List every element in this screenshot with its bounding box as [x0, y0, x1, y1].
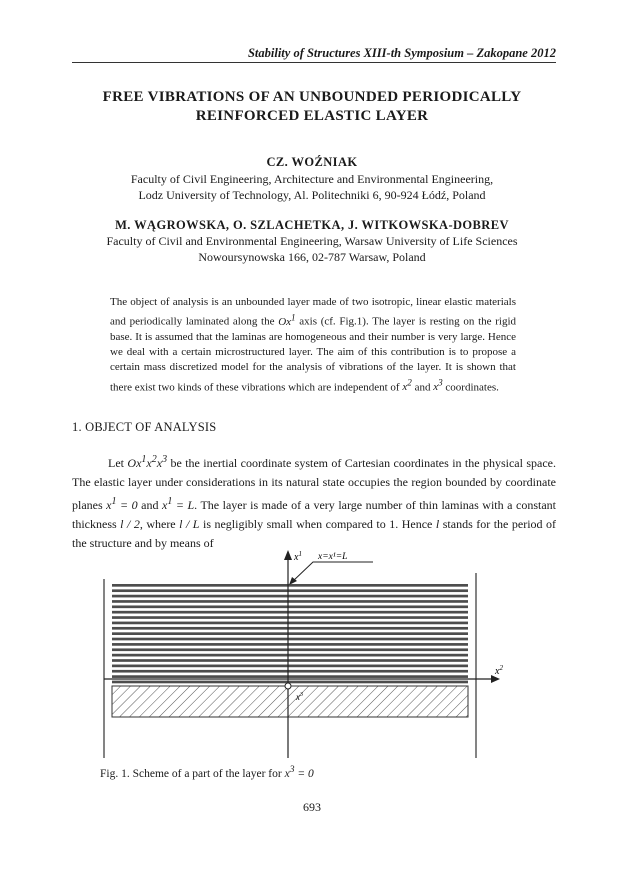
abstract [110, 295, 516, 396]
x1-axis-arrow [284, 550, 292, 560]
lamina-stripe [112, 654, 468, 657]
laminas-stack [112, 584, 468, 683]
lamina-stripe [112, 622, 468, 625]
lamina-stripe [112, 605, 468, 608]
rigid-base-hatch [112, 686, 468, 717]
lamina-stripe [112, 648, 468, 651]
lamina-stripe [112, 665, 468, 668]
lamina-stripe [112, 616, 468, 619]
math-Ox1: Ox$^1$ [278, 312, 296, 328]
lamina-stripe [112, 659, 468, 662]
title-line-2: REINFORCED ELASTIC LAYER [195, 108, 429, 124]
x3-axis-label: $x^3$ [296, 692, 303, 702]
lamina-stripe [112, 643, 468, 646]
paper-title [60, 88, 564, 126]
affiliation-2 [60, 234, 564, 265]
math-l-over-L: l / L [179, 517, 200, 531]
abstract-text-3: and [414, 381, 431, 394]
figure-caption [100, 764, 314, 780]
abstract-text-4: coordinates. [445, 381, 499, 394]
body-paragraph [72, 450, 556, 553]
title-line-1: FREE VIBRATIONS OF AN UNBOUNDED PERIODICALLY [102, 89, 522, 105]
authors-2: M. WĄGROWSKA, O. SZLACHETKA, J. WITKOWSKA-DOBREV [115, 218, 509, 232]
lamina-stripe [112, 595, 468, 598]
abstract-text-1: The object of analysis is an unbounded layer made of two isotropic, linear elastic materials and periodically laminated along the [110, 296, 516, 328]
affiliation-1 [60, 172, 564, 203]
lamina-stripe [112, 638, 468, 641]
lamina-stripe [112, 670, 468, 673]
caption-math: $x^3 = 0$ [284, 764, 314, 780]
body-text-3: and [141, 498, 159, 512]
body-text-1: Let [108, 456, 124, 470]
x1-axis-label: $x^1$ [294, 550, 302, 563]
body-text-6: is negligibly small when compared to 1. Hence [202, 517, 433, 531]
math-l: l [435, 517, 440, 531]
lamina-stripe [112, 675, 468, 678]
affiliation-2-line-2: Nowoursynowska 166, 02-787 Warsaw, Poland [198, 249, 426, 264]
caption-text: Fig. 1. Scheme of a part of the layer for [100, 767, 282, 780]
affiliation-1-line-1: Faculty of Civil Engineering, Architecture and Environmental Engineering, [130, 172, 494, 186]
page-number: 693 [303, 800, 321, 814]
math-l-over-2: l / 2 [120, 517, 140, 531]
callout-label: x=x¹=L [318, 552, 348, 562]
affiliation-1-line-2: Lodz University of Technology, Al. Politechniki 6, 90-924 Łódź, Poland [138, 187, 486, 202]
lamina-stripe [112, 627, 468, 630]
section-heading: 1. OBJECT OF ANALYSIS [72, 420, 217, 434]
lamina-stripe [112, 611, 468, 614]
origin-marker [285, 683, 291, 689]
affiliation-2-line-1: Faculty of Civil and Environmental Engineering, Warsaw University of Life Sciences [106, 234, 518, 248]
body-text-4: . The layer is made of a very large number of thin laminas with a constant thickness [72, 498, 556, 531]
running-header: Stability of Structures XIII-th Symposium – Zakopane 2012 [247, 46, 556, 60]
body-text-2: be the inertial coordinate system of Cartesian coordinates in the physical space. The elastic layer under considerations in its natural state occupies the region bounded by coordinate planes [72, 456, 557, 512]
lamina-stripe [112, 632, 468, 635]
lamina-stripe [112, 600, 468, 603]
math-x1-eq-0: $x^1 = 0$ [106, 496, 138, 512]
abstract-text-2: axis (cf. Fig.1). The layer is resting on the rigid base. It is assumed that the laminas are homogeneous and their number is very large. Hence we deal with a certain microstructured layer. The aim of this contribution is to propose a certain mass discretized model for the analysis of vibrations of the layer. It is shown that there exist two kinds of these vibrations which are independent of [110, 315, 517, 394]
x2-axis-label: $x^2$ [495, 664, 503, 677]
callout-leader [292, 562, 373, 582]
lamina-stripe [112, 681, 468, 684]
math-x2: $x^2$ [402, 377, 412, 394]
author-1: CZ. WOŹNIAK [266, 155, 358, 169]
header-rule [72, 62, 556, 63]
body-text-5: , where [139, 517, 176, 531]
figure-layer-scheme [100, 548, 520, 758]
math-x1-eq-L: $x^1 = L$ [162, 496, 195, 512]
lamina-stripe [112, 589, 468, 592]
body-text-7: stands for the period of the structure and by means of [72, 517, 557, 550]
math-Ox1x2x3: $Ox^1x^2x^3$ [127, 454, 168, 470]
math-x3: $x^3$ [433, 377, 443, 394]
